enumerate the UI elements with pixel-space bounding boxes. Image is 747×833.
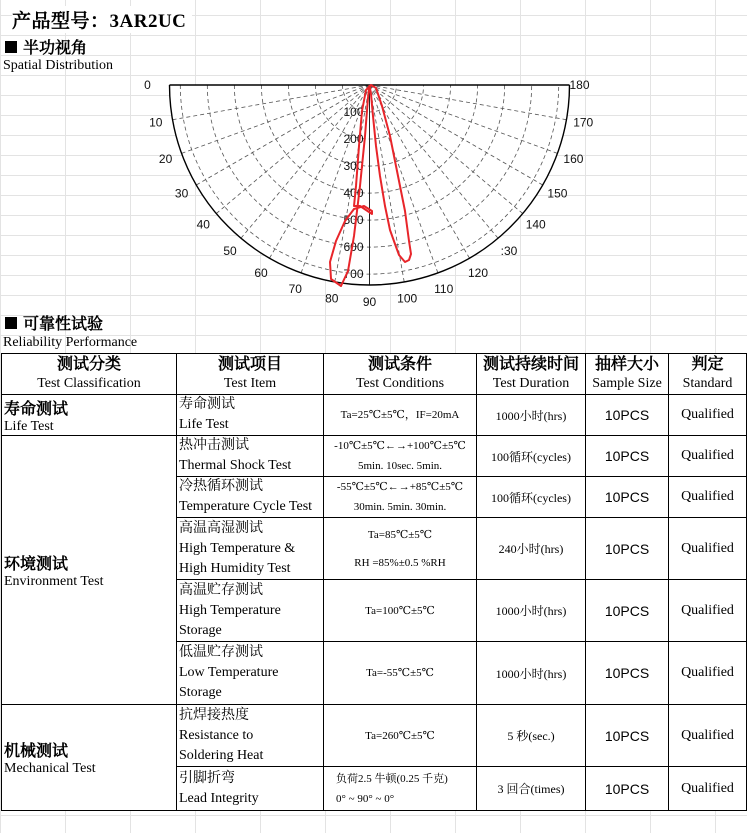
header-conditions: 测试条件 Test Conditions: [324, 354, 477, 395]
polar-radial-label: 600: [343, 240, 364, 255]
polar-angle-label: 30: [174, 186, 189, 201]
test-duration: 1000小时(hrs): [477, 642, 586, 705]
test-condition: -10℃±5℃←→+100℃±5℃ 5min. 10sec. 5min.: [324, 436, 477, 477]
polar-radiation-diagram: [140, 76, 600, 306]
test-duration: 3 回合(times): [477, 767, 586, 811]
test-item: 热冲击测试 Thermal Shock Test: [177, 436, 324, 477]
polar-radial-label: 500: [343, 213, 364, 228]
header-item: 测试项目 Test Item: [177, 354, 324, 395]
standard-result: Qualified: [669, 436, 747, 477]
polar-angle-label: 170: [573, 115, 594, 130]
test-condition: Ta=25℃±5℃，IF=20mA: [324, 395, 477, 436]
test-item: 高温高湿测试 High Temperature & High Humidity Test: [177, 518, 324, 580]
reliability-heading: [5, 311, 103, 334]
class-life: 寿命测试 Life Test: [2, 395, 177, 436]
header-classification: 测试分类 Test Classification: [2, 354, 177, 395]
test-item: 引脚折弯 Lead Integrity: [177, 767, 324, 811]
test-item: 低温贮存测试 Low Temperature Storage: [177, 642, 324, 705]
polar-angle-label: 70: [288, 281, 302, 296]
reliability-table: [1, 353, 747, 811]
polar-radial-label: 200: [343, 132, 364, 147]
polar-radial-label: 300: [343, 159, 364, 174]
page-title: 产品型号：3AR2UC: [12, 6, 192, 33]
test-item: 寿命测试 Life Test: [177, 395, 324, 436]
test-duration: 100循环(cycles): [477, 436, 586, 477]
polar-angle-label: 140: [525, 217, 546, 232]
table-row: [2, 395, 747, 436]
polar-radial-label: 700: [343, 267, 364, 282]
polar-angle-label: 110: [434, 281, 454, 296]
standard-result: Qualified: [669, 395, 747, 436]
header-standard: 判定 Standard: [669, 354, 747, 395]
test-item: 冷热循环测试 Temperature Cycle Test: [177, 477, 324, 518]
table-row: [2, 705, 747, 767]
sample-size: 10PCS: [586, 477, 669, 518]
sample-size: 10PCS: [586, 642, 669, 705]
class-environment: 环境测试 Environment Test: [2, 436, 177, 705]
reliability-heading-text: 可靠性试验: [23, 316, 104, 333]
standard-result: Qualified: [669, 518, 747, 580]
spatial-subheading: Spatial Distribution: [3, 58, 114, 73]
test-item: 高温贮存测试 High Temperature Storage: [177, 580, 324, 642]
polar-radial-label: 100: [343, 105, 364, 120]
spatial-heading: [5, 35, 87, 58]
sample-size: 10PCS: [586, 395, 669, 436]
square-bullet-icon: [5, 317, 17, 329]
polar-angle-label: 160: [563, 152, 584, 167]
polar-angle-label: 90: [362, 295, 377, 306]
polar-radial-label: 400: [343, 186, 364, 201]
spatial-heading-text: 半功视角: [23, 40, 88, 57]
polar-angle-label: 100: [397, 291, 418, 306]
sample-size: 10PCS: [586, 705, 669, 767]
reliability-subheading: Reliability Performance: [3, 335, 138, 350]
test-duration: 240小时(hrs): [477, 518, 586, 580]
polar-angle-label: 40: [196, 217, 210, 232]
polar-angle-label: 50: [223, 244, 237, 259]
test-condition: Ta=260℃±5℃: [324, 705, 477, 767]
standard-result: Qualified: [669, 642, 747, 705]
polar-angle-label: 0: [144, 78, 151, 92]
standard-result: Qualified: [669, 477, 747, 518]
test-condition: Ta=-55℃±5℃: [324, 642, 477, 705]
header-duration: 测试持续时间 Test Duration: [477, 354, 586, 395]
standard-result: Qualified: [669, 767, 747, 811]
polar-angle-label: 180: [569, 78, 590, 92]
square-bullet-icon: [5, 41, 17, 53]
test-condition: -55℃±5℃←→+85℃±5℃ 30min. 5min. 30min.: [324, 477, 477, 518]
polar-angle-label: 20: [158, 152, 173, 167]
header-sample: 抽样大小 Sample Size: [586, 354, 669, 395]
test-duration: 1000小时(hrs): [477, 395, 586, 436]
sample-size: 10PCS: [586, 580, 669, 642]
test-item: 抗焊接热度 Resistance to Soldering Heat: [177, 705, 324, 767]
standard-result: Qualified: [669, 580, 747, 642]
polar-angle-label: 120: [467, 265, 489, 280]
standard-result: Qualified: [669, 705, 747, 767]
test-condition: 负荷2.5 牛顿(0.25 千克) 0° ~ 90° ~ 0°: [324, 767, 477, 811]
test-duration: 100循环(cycles): [477, 477, 586, 518]
test-duration: 1000小时(hrs): [477, 580, 586, 642]
polar-angle-label: 80: [325, 291, 339, 306]
sample-size: 10PCS: [586, 436, 669, 477]
sample-size: 10PCS: [586, 518, 669, 580]
test-condition: Ta=85℃±5℃ RH =85%±0.5 %RH: [324, 518, 477, 580]
sample-size: 10PCS: [586, 767, 669, 811]
polar-angle-label: 10: [149, 115, 163, 130]
polar-angle-label: :30: [500, 244, 518, 259]
polar-angle-label: 60: [254, 265, 268, 280]
test-duration: 5 秒(sec.): [477, 705, 586, 767]
polar-angle-label: 150: [547, 186, 568, 201]
class-mechanical: 机械测试 Mechanical Test: [2, 705, 177, 811]
table-row: [2, 436, 747, 477]
test-condition: Ta=100℃±5℃: [324, 580, 477, 642]
table-header-row: [2, 354, 747, 395]
